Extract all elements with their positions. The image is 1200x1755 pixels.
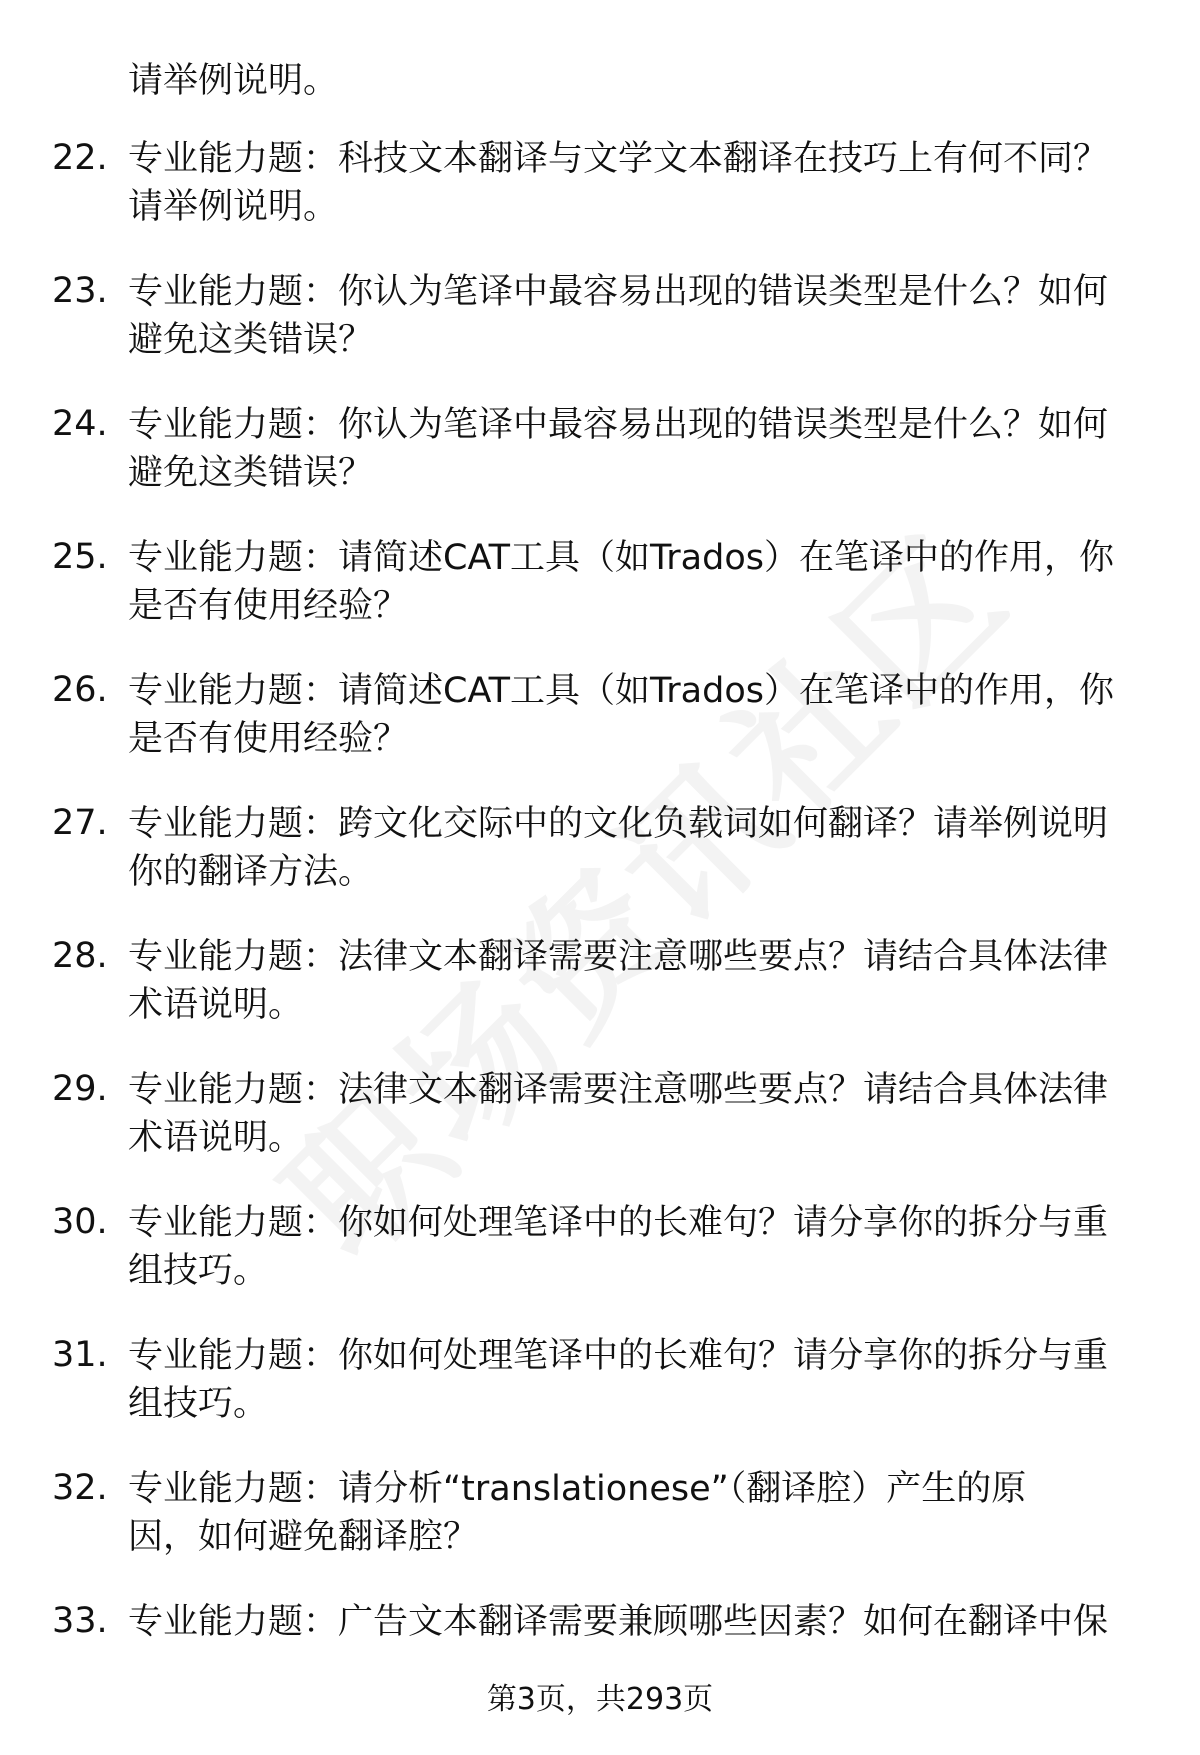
question-line: 专业能力题：科技文本翻译与文学文本翻译在技巧上有何不同？: [128, 139, 1109, 179]
question-line: 术语说明。: [128, 1118, 304, 1158]
question-number: 24.: [52, 404, 108, 444]
question-text: [128, 1465, 1148, 1561]
question-text: [128, 268, 1148, 364]
question-item: [0, 268, 1200, 370]
question-line: 专业能力题：你认为笔译中最容易出现的错误类型是什么？如何: [128, 405, 1109, 445]
question-line: 专业能力题：请简述CAT工具（如Trados）在笔译中的作用，你: [128, 671, 1114, 711]
question-item: [0, 1199, 1200, 1301]
question-item: [0, 1332, 1200, 1434]
question-line: 专业能力题：你如何处理笔译中的长难句？请分享你的拆分与重: [128, 1336, 1109, 1376]
question-line: 专业能力题：法律文本翻译需要注意哪些要点？请结合具体法律: [128, 1070, 1109, 1110]
question-item: [0, 933, 1200, 1035]
question-item: [0, 401, 1200, 503]
question-line: 专业能力题：你认为笔译中最容易出现的错误类型是什么？如何: [128, 272, 1109, 312]
question-number: 29.: [52, 1069, 108, 1109]
question-number: 22.: [52, 138, 108, 178]
question-item: [0, 1066, 1200, 1168]
question-line: 请举例说明。: [128, 187, 339, 227]
question-line: 避免这类错误？: [128, 453, 374, 493]
question-text: [128, 1066, 1148, 1162]
question-item: [0, 800, 1200, 902]
question-line: 组技巧。: [128, 1384, 269, 1424]
question-text: [128, 1332, 1148, 1428]
document-body: [0, 58, 1200, 1700]
question-line: 专业能力题：法律文本翻译需要注意哪些要点？请结合具体法律: [128, 937, 1109, 977]
question-line: 是否有使用经验？: [128, 586, 409, 626]
question-item: [0, 667, 1200, 769]
question-text: [128, 933, 1148, 1029]
question-item: [0, 135, 1200, 237]
question-text: [128, 800, 1148, 896]
question-text: [128, 1598, 1148, 1646]
question-line: 你的翻译方法。: [128, 852, 374, 892]
page-footer: 第3页，共293页: [486, 1682, 714, 1717]
question-item: [0, 1465, 1200, 1567]
question-text: [128, 1199, 1148, 1295]
question-text: [128, 401, 1148, 497]
question-line: 避免这类错误？: [128, 320, 374, 360]
question-line: 专业能力题：你如何处理笔译中的长难句？请分享你的拆分与重: [128, 1203, 1109, 1243]
question-number: 23.: [52, 271, 108, 311]
question-text: [128, 135, 1148, 231]
question-line: 专业能力题：请分析“translationese”（翻译腔）产生的原: [128, 1469, 1027, 1509]
continued-line: 请举例说明。: [128, 61, 339, 101]
question-item: [0, 534, 1200, 636]
question-number: 27.: [52, 803, 108, 843]
question-number: 31.: [52, 1335, 108, 1375]
question-line: 专业能力题：跨文化交际中的文化负载词如何翻译？请举例说明: [128, 804, 1109, 844]
question-line: 因，如何避免翻译腔？: [128, 1517, 479, 1557]
question-number: 28.: [52, 936, 108, 976]
question-line: 专业能力题：请简述CAT工具（如Trados）在笔译中的作用，你: [128, 538, 1114, 578]
question-line: 术语说明。: [128, 985, 304, 1025]
question-text: [128, 667, 1148, 763]
question-text: [128, 534, 1148, 630]
question-number: 26.: [52, 670, 108, 710]
question-number: 33.: [52, 1601, 108, 1641]
question-number: 30.: [52, 1202, 108, 1242]
question-line: 专业能力题：广告文本翻译需要兼顾哪些因素？如何在翻译中保: [128, 1602, 1109, 1642]
question-line: 是否有使用经验？: [128, 719, 409, 759]
question-number: 32.: [52, 1468, 108, 1508]
question-line: 组技巧。: [128, 1251, 269, 1291]
question-number: 25.: [52, 537, 108, 577]
